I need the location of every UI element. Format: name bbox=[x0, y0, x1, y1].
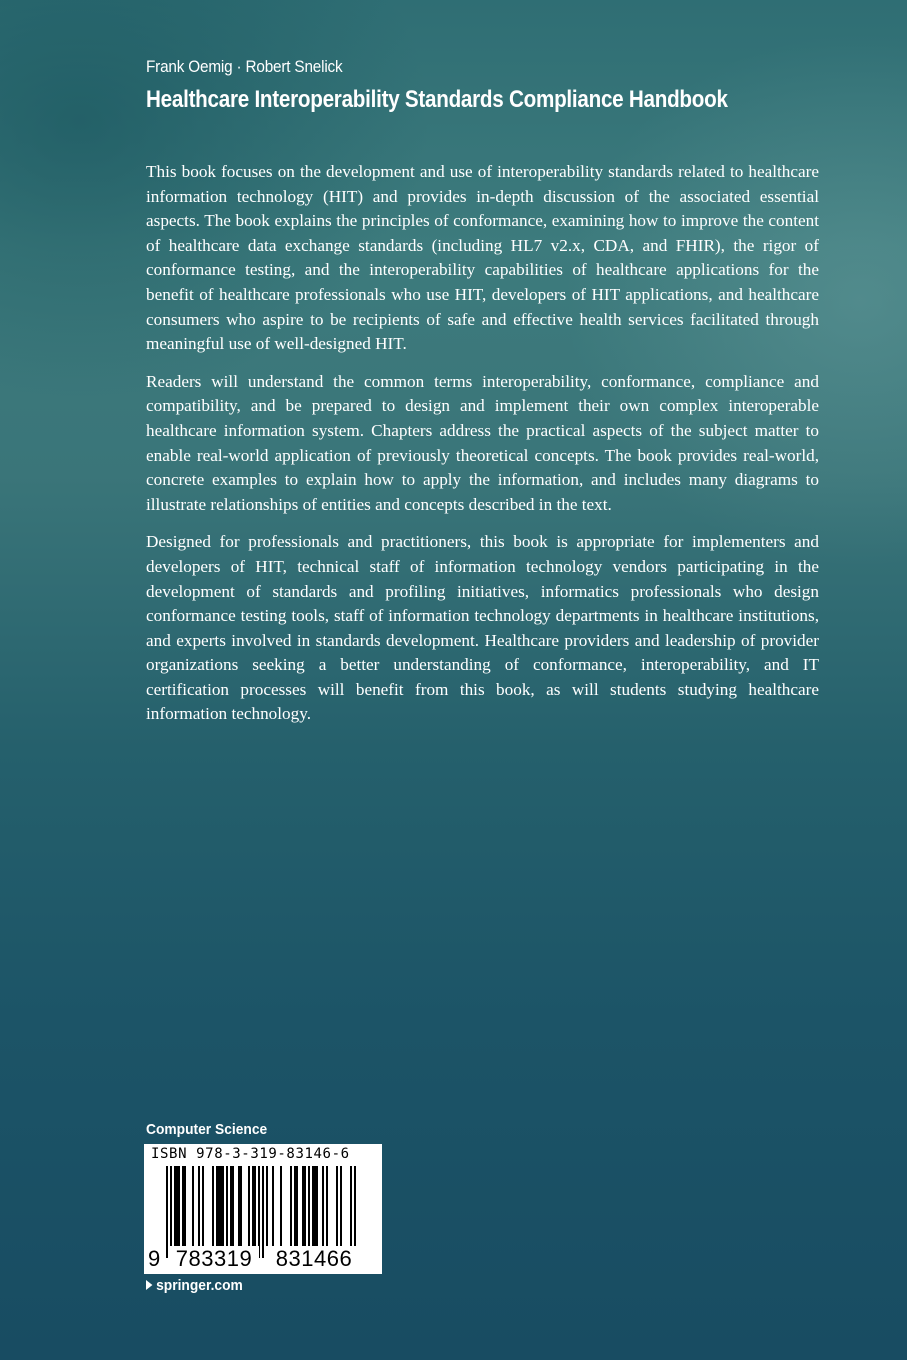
authors: Frank Oemig · Robert Snelick bbox=[146, 57, 343, 76]
isbn-label: ISBN 978-3-319-83146-6 bbox=[151, 1146, 350, 1162]
publisher-website[interactable] bbox=[146, 1277, 243, 1294]
barcode-bar bbox=[326, 1166, 328, 1246]
barcode-bar bbox=[252, 1166, 254, 1246]
barcode-bar bbox=[222, 1166, 224, 1246]
blurb-paragraph: This book focuses on the development and use of interoperability standards related to healthcare information technology (HIT) and provides in-depth discussion of the associated essential aspects. The book explains the principles of conformance, examining how to improve the content of healthcare data exchange standards (including HL7 v2.x, CDA, and FHIR), the rigor of conformance testing, and the interoperability capabilities of healthcare applications for the benefit of healthcare professionals who use HIT, developers of HIT applications, and healthcare consumers who aspire to be recipients of safe and effective health services facilitated through meaningful use of well-designed HIT. bbox=[146, 162, 819, 354]
blurb bbox=[146, 160, 819, 740]
barcode-bar bbox=[258, 1166, 260, 1258]
barcode-bar bbox=[198, 1166, 200, 1246]
barcode-bar bbox=[216, 1166, 218, 1246]
barcode-bar bbox=[280, 1166, 282, 1246]
barcode-bar bbox=[218, 1166, 220, 1246]
barcode-bar bbox=[290, 1166, 292, 1246]
barcode-bar bbox=[226, 1166, 228, 1246]
blurb-paragraph: Readers will understand the common terms interoperability, conformance, compliance and compatibility, and be prepared to design and implement their own complex interoperable healthcare information system. Chapters address the practical aspects of the subject matter to enable real-world application of previously theoretical concepts. The book provides real-world, concrete examples to explain how to apply the information, and includes many diagrams to illustrate relationships of entities and concepts described in the text. bbox=[146, 371, 819, 514]
barcode-bar bbox=[230, 1166, 232, 1246]
barcode-bar bbox=[308, 1166, 310, 1246]
barcode-bar bbox=[212, 1166, 214, 1246]
barcode-bar bbox=[336, 1166, 338, 1246]
barcode-bar bbox=[174, 1166, 176, 1246]
blurb-paragraph: Designed for professionals and practitioners, this book is appropriate for implementers and developers of HIT, technical staff of information technology vendors participating in the development of standards and profiling initiatives, informatics professionals who design conformance testing tools, staff of information technology departments in healthcare institutions, and experts involved in standards development. Healthcare providers and leadership of provider organizations seeking a better understanding of conformance, interoperability, and IT certification processes will benefit from this book, as will students studying healthcare information technology. bbox=[146, 532, 819, 724]
barcode-bar bbox=[272, 1166, 274, 1246]
barcode-bar bbox=[312, 1166, 314, 1246]
barcode-bar bbox=[254, 1166, 256, 1246]
barcode-bar bbox=[232, 1166, 234, 1246]
barcode-bar bbox=[220, 1166, 222, 1246]
ean-first-digit: 9 bbox=[148, 1246, 161, 1271]
barcode-bar bbox=[182, 1166, 184, 1246]
barcode-bar bbox=[266, 1166, 268, 1246]
subject-category: Computer Science bbox=[146, 1121, 268, 1138]
barcode-bar bbox=[170, 1166, 172, 1258]
barcode-bar bbox=[350, 1166, 352, 1258]
barcode-bar bbox=[166, 1166, 168, 1258]
website-label: springer.com bbox=[156, 1277, 243, 1294]
barcode-bar bbox=[340, 1166, 342, 1246]
barcode-bar bbox=[314, 1166, 316, 1246]
barcode-bar bbox=[184, 1166, 186, 1246]
barcode-bar bbox=[178, 1166, 180, 1246]
barcode-bar bbox=[294, 1166, 296, 1246]
barcode-bar bbox=[176, 1166, 178, 1246]
barcode-bar bbox=[296, 1166, 298, 1246]
isbn-barcode bbox=[144, 1144, 382, 1274]
right-triangle-arrow-icon bbox=[146, 1280, 152, 1290]
barcode-bar bbox=[240, 1166, 242, 1246]
ean-left-group: 783319 bbox=[169, 1246, 259, 1272]
barcode-bar bbox=[304, 1166, 306, 1246]
ean-right-group: 831466 bbox=[267, 1246, 361, 1272]
barcode-bar bbox=[302, 1166, 304, 1246]
barcode-bar bbox=[202, 1166, 204, 1246]
barcode-bar bbox=[354, 1166, 356, 1258]
barcode-bar bbox=[238, 1166, 240, 1246]
barcode-bar bbox=[248, 1166, 250, 1246]
barcode-bar bbox=[262, 1166, 264, 1258]
barcode-bar bbox=[316, 1166, 318, 1246]
barcode-bar bbox=[192, 1166, 194, 1246]
book-title: Healthcare Interoperability Standards Compliance Handbook bbox=[146, 86, 728, 113]
barcode-bar bbox=[322, 1166, 324, 1246]
